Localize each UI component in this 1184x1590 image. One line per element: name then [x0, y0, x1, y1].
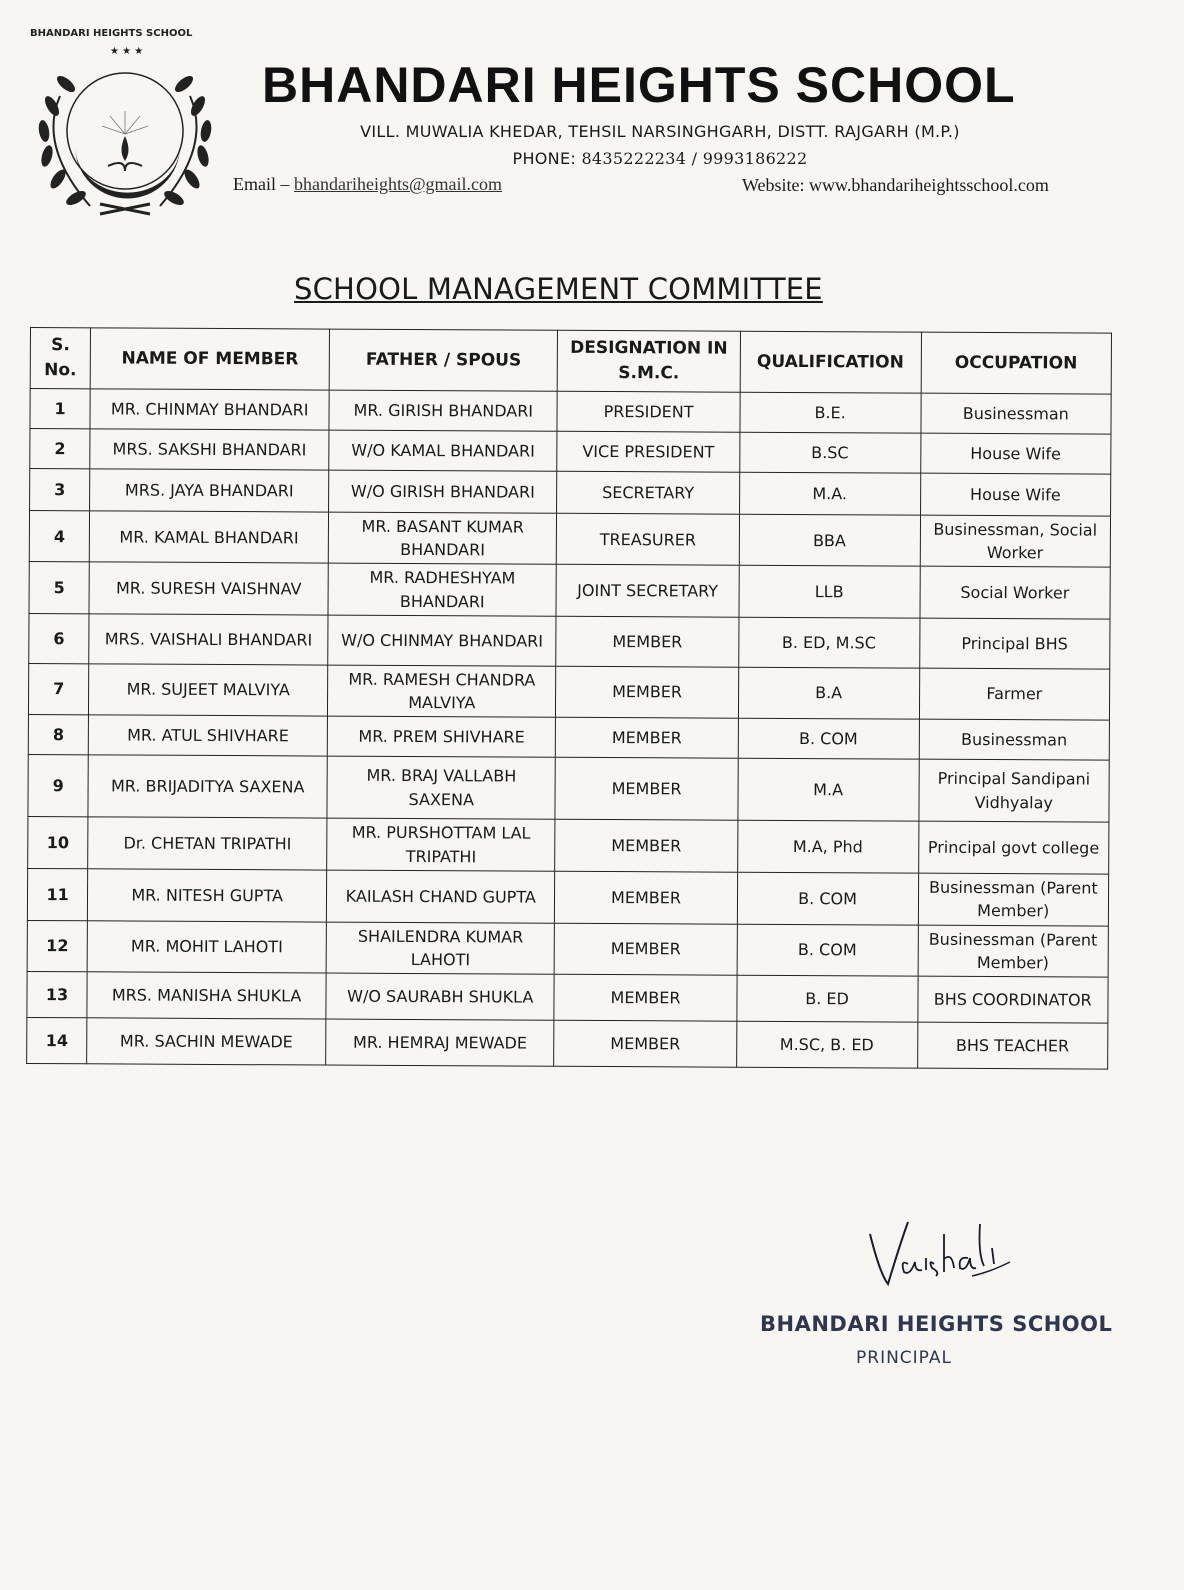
- header-occupation: OCCUPATION: [921, 332, 1112, 394]
- cell-qualification: B. ED, M.SC: [738, 617, 919, 668]
- logo-text: BHANDARI HEIGHTS SCHOOL: [30, 28, 193, 39]
- table-row: [27, 1017, 1108, 1069]
- table-row: [29, 562, 1110, 619]
- header-designation: DESIGNATION IN S.M.C.: [558, 330, 740, 392]
- cell-father-spouse: W/O SAURABH SHUKLA: [326, 973, 555, 1020]
- cell-member-name: MRS. VAISHALI BHANDARI: [89, 614, 328, 665]
- cell-designation: MEMBER: [554, 1020, 736, 1067]
- committee-table: [26, 327, 1112, 1070]
- cell-sno: 2: [30, 429, 90, 469]
- cell-designation: MEMBER: [554, 974, 736, 1021]
- cell-member-name: MR. MOHIT LAHOTI: [87, 920, 326, 973]
- cell-father-spouse: MR. PURSHOTTAM LAL TRIPATHI: [327, 818, 556, 871]
- cell-occupation: Businessman: [920, 393, 1111, 434]
- table-row: [28, 817, 1109, 875]
- school-website: [742, 175, 1049, 196]
- cell-designation: MEMBER: [555, 923, 737, 975]
- cell-qualification: M.A: [738, 758, 919, 821]
- cell-qualification: B. ED: [736, 975, 917, 1022]
- header-name: NAME OF MEMBER: [90, 328, 329, 390]
- cell-member-name: MR. BRIJADITYA SAXENA: [88, 755, 327, 818]
- cell-father-spouse: MR. GIRISH BHANDARI: [329, 390, 558, 431]
- cell-father-spouse: MR. RADHESHYAM BHANDARI: [328, 563, 557, 616]
- email-label: Email –: [233, 174, 290, 194]
- cell-occupation: House Wife: [920, 473, 1111, 516]
- cell-father-spouse: MR. BASANT KUMAR BHANDARI: [328, 512, 557, 565]
- website-label: Website:: [742, 175, 805, 195]
- cell-occupation: Principal govt college: [918, 821, 1109, 874]
- cell-occupation: Social Worker: [919, 567, 1110, 619]
- stamp-school-name: BHANDARI HEIGHTS SCHOOL: [760, 1312, 1113, 1336]
- cell-designation: JOINT SECRETARY: [556, 565, 738, 617]
- cell-qualification: B.E.: [740, 392, 921, 433]
- cell-qualification: BBA: [739, 514, 920, 566]
- cell-sno: 1: [30, 389, 90, 429]
- cell-qualification: M.SC, B. ED: [736, 1021, 917, 1068]
- cell-member-name: MR. ATUL SHIVHARE: [88, 715, 327, 756]
- header-qualification: QUALIFICATION: [740, 331, 921, 393]
- cell-sno: 12: [27, 920, 87, 972]
- cell-member-name: MR. SACHIN MEWADE: [87, 1018, 326, 1065]
- cell-qualification: B.SC: [739, 432, 920, 473]
- table-row: [30, 429, 1111, 475]
- cell-qualification: M.A.: [739, 472, 920, 515]
- header-sno: S. No.: [30, 328, 91, 389]
- cell-occupation: Businessman, Social Worker: [920, 515, 1111, 567]
- cell-designation: VICE PRESIDENT: [557, 431, 739, 472]
- cell-sno: 3: [30, 469, 90, 511]
- cell-father-spouse: MR. HEMRAJ MEWADE: [326, 1019, 555, 1066]
- cell-designation: MEMBER: [555, 757, 737, 820]
- school-phone: [300, 149, 1020, 168]
- cell-father-spouse: W/O KAMAL BHANDARI: [329, 430, 558, 471]
- stamp-principal: PRINCIPAL: [856, 1348, 952, 1368]
- cell-sno: 10: [28, 817, 88, 869]
- website-url: www.bhandariheightsschool.com: [809, 175, 1049, 195]
- table-row: [30, 469, 1111, 517]
- cell-father-spouse: MR. BRAJ VALLABH SAXENA: [327, 756, 556, 819]
- cell-occupation: BHS COORDINATOR: [917, 976, 1108, 1023]
- cell-father-spouse: SHAILENDRA KUMAR LAHOTI: [326, 922, 555, 975]
- cell-member-name: MRS. MANISHA SHUKLA: [87, 972, 326, 1019]
- committee-table-wrap: [26, 327, 1112, 1070]
- phone-label: PHONE:: [512, 149, 577, 168]
- cell-sno: 11: [27, 869, 87, 921]
- table-row: [28, 663, 1109, 720]
- email-link[interactable]: bhandariheights@gmail.com: [294, 174, 503, 194]
- table-row: [27, 869, 1108, 926]
- cell-occupation: Businessman: [919, 719, 1110, 760]
- table-row: [28, 755, 1109, 823]
- cell-father-spouse: MR. RAMESH CHANDRA MALVIYA: [328, 665, 557, 718]
- cell-qualification: LLB: [739, 566, 920, 618]
- svg-text:★ ★ ★: ★ ★ ★: [110, 46, 144, 57]
- cell-father-spouse: KAILASH CHAND GUPTA: [326, 870, 555, 923]
- cell-designation: MEMBER: [556, 717, 738, 758]
- cell-designation: MEMBER: [555, 819, 737, 872]
- table-row: [27, 971, 1108, 1023]
- cell-member-name: Dr. CHETAN TRIPATHI: [88, 817, 327, 870]
- cell-designation: TREASURER: [557, 513, 739, 565]
- school-address: VILL. MUWALIA KHEDAR, TEHSIL NARSINGHGARH, DISTT. RAJGARH (M.P.): [360, 122, 960, 141]
- school-logo: [30, 28, 220, 226]
- cell-sno: 13: [27, 971, 87, 1017]
- cell-designation: MEMBER: [556, 666, 738, 718]
- cell-father-spouse: W/O GIRISH BHANDARI: [329, 470, 558, 513]
- cell-designation: PRESIDENT: [557, 391, 739, 432]
- cell-qualification: B.A: [738, 667, 919, 719]
- table-row: [28, 715, 1109, 761]
- school-email: [233, 174, 502, 195]
- cell-occupation: House Wife: [920, 433, 1111, 474]
- cell-designation: MEMBER: [556, 616, 738, 667]
- cell-occupation: Principal BHS: [919, 618, 1110, 669]
- cell-qualification: B. COM: [737, 872, 918, 924]
- cell-designation: SECRETARY: [557, 471, 739, 514]
- cell-qualification: B. COM: [738, 718, 919, 759]
- cell-sno: 14: [27, 1017, 87, 1063]
- cell-sno: 4: [29, 511, 89, 563]
- cell-designation: MEMBER: [555, 871, 737, 923]
- school-name: BHANDARI HEIGHTS SCHOOL: [262, 57, 1016, 113]
- cell-occupation: Farmer: [919, 668, 1110, 720]
- cell-member-name: MR. CHINMAY BHANDARI: [90, 389, 329, 430]
- cell-occupation: Businessman (Parent Member): [918, 925, 1109, 977]
- header-father: FATHER / SPOUS: [329, 329, 558, 391]
- table-row: [29, 511, 1110, 568]
- phone-numbers: 8435222234 / 9993186222: [581, 149, 808, 168]
- table-row: [30, 389, 1111, 435]
- cell-sno: 7: [28, 663, 88, 715]
- cell-member-name: MRS. SAKSHI BHANDARI: [90, 429, 329, 470]
- cell-sno: 8: [28, 715, 88, 755]
- cell-member-name: MR. KAMAL BHANDARI: [89, 511, 328, 564]
- cell-member-name: MRS. JAYA BHANDARI: [90, 469, 329, 512]
- cell-occupation: Principal Sandipani Vidhyalay: [918, 759, 1109, 822]
- cell-sno: 5: [29, 562, 89, 614]
- cell-father-spouse: MR. PREM SHIVHARE: [327, 716, 556, 757]
- cell-sno: 6: [29, 613, 89, 663]
- cell-sno: 9: [28, 755, 89, 817]
- cell-member-name: MR. NITESH GUPTA: [88, 869, 327, 922]
- cell-qualification: M.A, Phd: [737, 820, 918, 873]
- cell-qualification: B. COM: [737, 924, 918, 976]
- page-title: SCHOOL MANAGEMENT COMMITTEE: [294, 272, 823, 306]
- table-row: [27, 920, 1108, 977]
- table-row: [29, 613, 1110, 669]
- cell-occupation: BHS TEACHER: [917, 1022, 1108, 1069]
- cell-member-name: MR. SUJEET MALVIYA: [89, 664, 328, 717]
- cell-occupation: Businessman (Parent Member): [918, 873, 1109, 925]
- principal-signature: [860, 1214, 1020, 1294]
- cell-member-name: MR. SURESH VAISHNAV: [89, 562, 328, 615]
- cell-father-spouse: W/O CHINMAY BHANDARI: [328, 615, 557, 666]
- table-header-row: [30, 328, 1111, 395]
